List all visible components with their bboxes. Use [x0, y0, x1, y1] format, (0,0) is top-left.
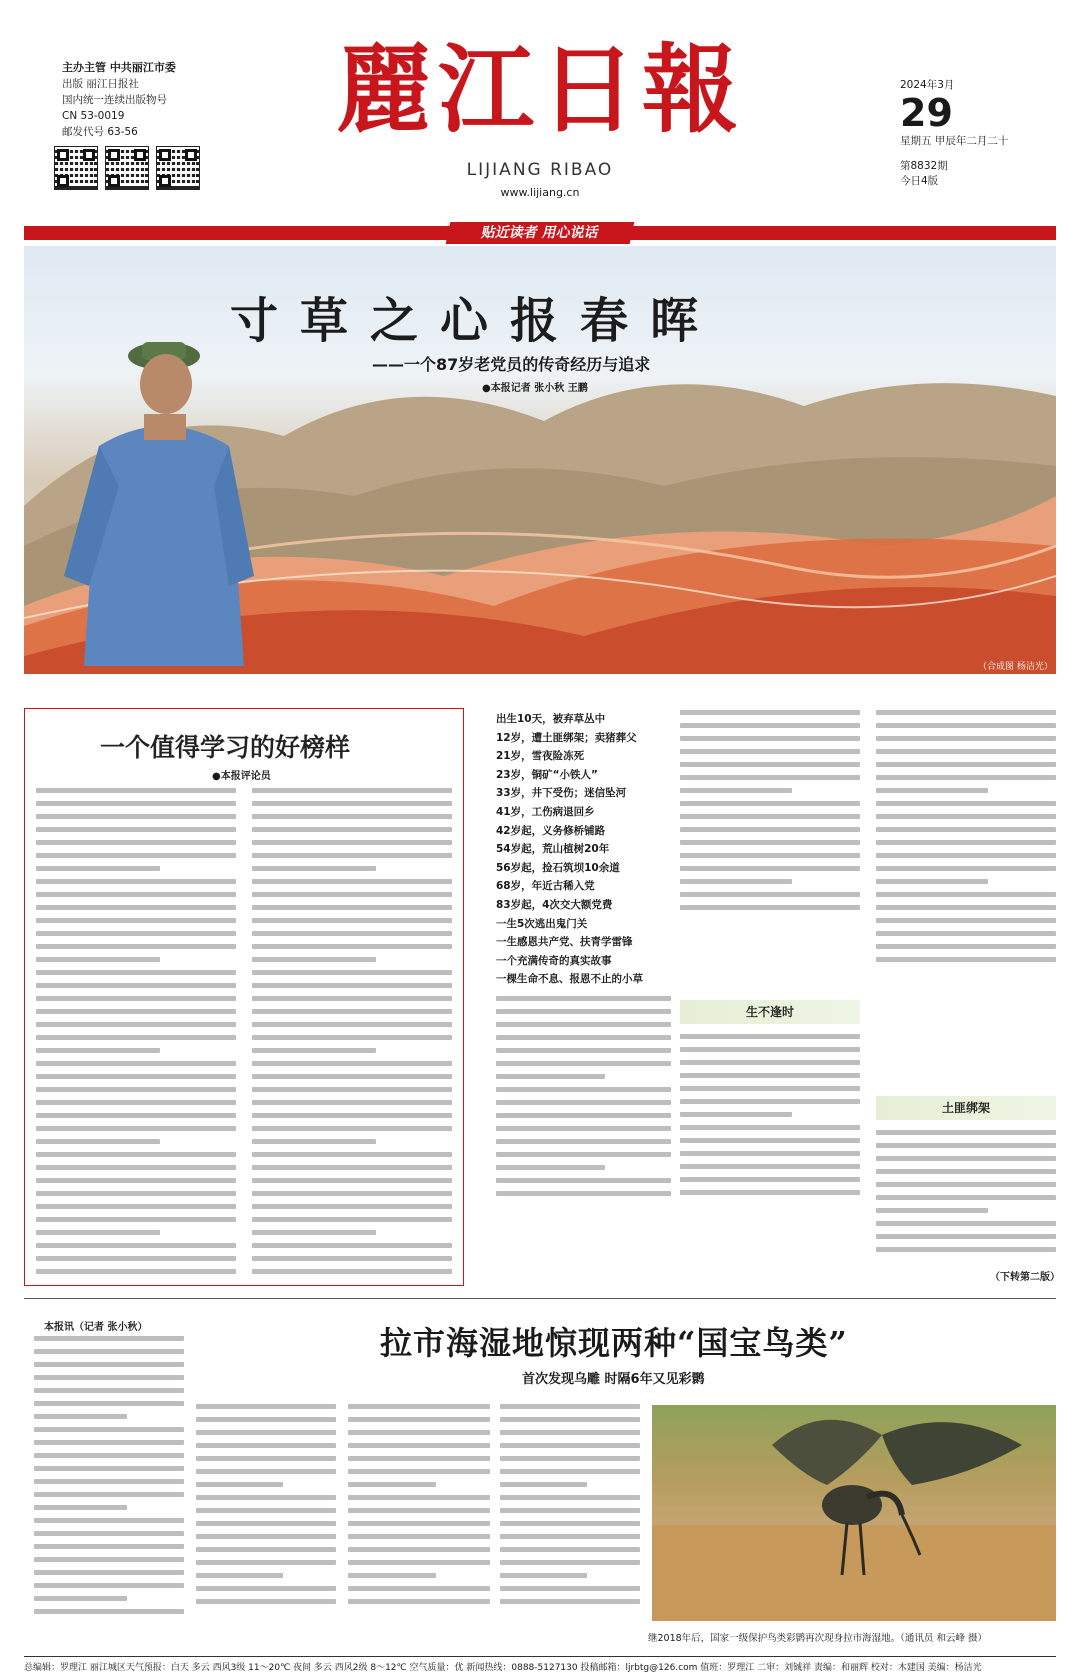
body-text-line — [496, 1022, 671, 1027]
qr-code-icon[interactable] — [54, 146, 98, 190]
body-text-line — [196, 1430, 336, 1435]
body-text-line — [496, 1191, 671, 1196]
body-text-line — [36, 1152, 236, 1157]
body-text-line — [500, 1560, 640, 1565]
body-text-line — [252, 840, 452, 845]
body-text-line — [196, 1521, 336, 1526]
body-text-line — [34, 1349, 184, 1354]
commentary-text-col2 — [252, 788, 452, 1282]
ibis-illustration — [652, 1405, 1056, 1621]
body-text-line — [252, 1035, 452, 1040]
body-text-line — [252, 801, 452, 806]
body-text-line — [500, 1430, 640, 1435]
body-text-line — [196, 1586, 336, 1591]
body-text-line — [496, 1009, 671, 1014]
body-text-line — [34, 1505, 127, 1510]
body-text-line — [252, 892, 452, 897]
day-number: 29 — [900, 91, 953, 135]
weekday-lunar: 星期五 甲辰年二月二十 — [900, 135, 1009, 147]
qr-code-icon[interactable] — [156, 146, 200, 190]
body-text-line — [36, 788, 236, 793]
body-text-line — [252, 1178, 452, 1183]
body-text-line — [348, 1443, 490, 1448]
body-text-line — [496, 1074, 605, 1079]
body-text-line — [196, 1469, 336, 1474]
timeline-item: 12岁，遭土匪绑架；卖猪葬父 — [496, 731, 637, 744]
body-text-line — [876, 736, 1056, 741]
body-text-line — [36, 814, 236, 819]
body-text-line — [876, 957, 1056, 962]
body-text-line — [680, 1047, 860, 1052]
date-block — [900, 78, 1008, 189]
body-text-line — [680, 892, 860, 897]
bottom-subheadline: 首次发现乌雕 时隔6年又见彩鹮 — [522, 1372, 705, 1387]
body-text-line — [252, 788, 452, 793]
body-text-line — [680, 866, 860, 871]
commentary-text-col1 — [36, 788, 236, 1282]
body-text-line — [36, 1100, 236, 1105]
commentary-byline: ●本报评论员 — [212, 771, 271, 782]
body-text-line — [196, 1495, 336, 1500]
body-text-line — [36, 1243, 236, 1248]
body-text-line — [34, 1570, 184, 1575]
main-text-col2 — [680, 710, 860, 918]
bottom-headline[interactable]: 拉市海湿地惊现两种“国宝鸟类” — [380, 1324, 848, 1362]
body-text-line — [876, 1143, 1056, 1148]
body-text-line — [496, 1139, 671, 1144]
issue-number: 第8832期 — [900, 160, 948, 172]
bird-photo — [652, 1405, 1056, 1621]
body-text-line — [252, 918, 452, 923]
body-text-line — [496, 1165, 605, 1170]
body-text-line — [680, 840, 860, 845]
body-text-line — [196, 1534, 336, 1539]
body-text-line — [496, 1048, 671, 1053]
body-text-line — [500, 1599, 640, 1604]
body-text-line — [252, 1061, 452, 1066]
body-text-line — [252, 814, 452, 819]
body-text-line — [36, 1204, 236, 1209]
body-text-line — [348, 1586, 490, 1591]
body-text-line — [252, 1230, 376, 1235]
body-text-line — [36, 957, 160, 962]
body-text-line — [36, 1087, 236, 1092]
body-text-line — [36, 970, 236, 975]
body-text-line — [36, 1256, 236, 1261]
body-text-line — [500, 1443, 640, 1448]
body-text-line — [876, 1195, 1056, 1200]
body-text-line — [34, 1518, 184, 1523]
body-text-line — [496, 1061, 671, 1066]
year-month: 2024年3月 — [900, 79, 955, 91]
body-text-line — [196, 1599, 336, 1604]
body-text-line — [500, 1495, 640, 1500]
body-text-line — [196, 1417, 336, 1422]
timeline-item: 56岁起，捡石筑坝10余道 — [496, 861, 620, 874]
body-text-line — [34, 1362, 184, 1367]
body-text-line — [500, 1482, 587, 1487]
body-text-line — [348, 1599, 490, 1604]
body-text-line — [348, 1521, 490, 1526]
website-url[interactable]: www.lijiang.cn — [500, 186, 580, 199]
body-text-line — [252, 957, 376, 962]
body-text-line — [36, 1269, 236, 1274]
body-text-line — [196, 1547, 336, 1552]
body-text-line — [252, 879, 452, 884]
body-text-line — [34, 1583, 184, 1588]
body-text-line — [348, 1404, 490, 1409]
body-text-line — [348, 1482, 436, 1487]
body-text-line — [36, 840, 236, 845]
bottom-text-col2 — [196, 1404, 336, 1612]
body-text-line — [876, 1169, 1056, 1174]
body-text-line — [876, 1208, 988, 1213]
body-text-line — [34, 1388, 184, 1393]
body-text-line — [34, 1596, 127, 1601]
body-text-line — [876, 1156, 1056, 1161]
main-text-col3 — [876, 710, 1056, 970]
body-text-line — [680, 1164, 860, 1169]
publication-info — [62, 60, 176, 140]
body-text-line — [348, 1456, 490, 1461]
timeline-item: 33岁，井下受伤；迷信坠河 — [496, 787, 627, 800]
timeline-item: 一棵生命不息、报恩不止的小草 — [496, 973, 643, 986]
body-text-line — [876, 931, 1056, 936]
body-text-line — [876, 944, 1056, 949]
body-text-line — [36, 1035, 236, 1040]
timeline-item: 68岁，年近古稀入党 — [496, 880, 595, 893]
body-text-line — [252, 931, 452, 936]
body-text-line — [36, 918, 236, 923]
body-text-line — [34, 1466, 184, 1471]
body-text-line — [36, 931, 236, 936]
cn-label: 国内统一连续出版物号 — [62, 94, 167, 106]
postal-code: 邮发代号 63-56 — [62, 126, 138, 138]
main-text-col2b — [680, 1034, 860, 1203]
body-text-line — [252, 1022, 452, 1027]
body-text-line — [680, 1151, 860, 1156]
section-divider — [24, 1298, 1056, 1299]
timeline-item: 42岁起，义务修桥铺路 — [496, 824, 606, 837]
timeline-item: 出生10天，被弃草丛中 — [496, 713, 606, 725]
body-text-line — [252, 1009, 452, 1014]
timeline-item: 23岁，铜矿“小铁人” — [496, 768, 598, 781]
hero-byline: ●本报记者 张小秋 王鹏 — [482, 383, 588, 394]
continued-note[interactable]: （下转第二版） — [990, 1272, 1060, 1283]
body-text-line — [876, 1182, 1056, 1187]
body-text-line — [36, 1048, 160, 1053]
body-text-line — [496, 996, 671, 1001]
bird-photo-caption: 继2018年后，国家一级保护鸟类彩鹮再次现身拉市海湿地。（通讯员 和云峰 摄） — [648, 1633, 987, 1644]
portrait-figure — [64, 342, 254, 666]
body-text-line — [34, 1453, 184, 1458]
body-text-line — [252, 983, 452, 988]
body-text-line — [876, 775, 1056, 780]
body-text-line — [34, 1609, 184, 1614]
body-text-line — [680, 1112, 792, 1117]
body-text-line — [500, 1521, 640, 1526]
body-text-line — [496, 1113, 671, 1118]
body-text-line — [680, 827, 860, 832]
body-text-line — [36, 879, 236, 884]
body-text-line — [680, 1125, 860, 1130]
body-text-line — [680, 1034, 860, 1039]
body-text-line — [252, 866, 376, 871]
body-text-line — [876, 879, 988, 884]
body-text-line — [252, 1256, 452, 1261]
body-text-line — [680, 814, 860, 819]
body-text-line — [876, 723, 1056, 728]
cn-number: CN 53-0019 — [62, 110, 125, 122]
body-text-line — [348, 1469, 490, 1474]
body-text-line — [34, 1414, 127, 1419]
body-text-line — [196, 1404, 336, 1409]
body-text-line — [34, 1531, 184, 1536]
body-text-line — [252, 1152, 452, 1157]
body-text-line — [34, 1375, 184, 1380]
commentary-title[interactable]: 一个值得学习的好榜样 — [100, 733, 351, 762]
publisher: 出版 丽江日报社 — [62, 78, 139, 90]
main-text-col1 — [496, 996, 671, 1204]
body-text-line — [680, 1177, 860, 1182]
body-text-line — [196, 1443, 336, 1448]
body-text-line — [680, 788, 792, 793]
timeline-item: 83岁起，4次交大额党费 — [496, 898, 613, 911]
qr-code-icon[interactable] — [105, 146, 149, 190]
body-text-line — [252, 853, 452, 858]
body-text-line — [680, 905, 860, 910]
body-text-line — [196, 1573, 283, 1578]
body-text-line — [36, 1113, 236, 1118]
body-text-line — [34, 1440, 184, 1445]
body-text-line — [680, 879, 792, 884]
body-text-line — [680, 736, 860, 741]
body-text-line — [680, 762, 860, 767]
body-text-line — [34, 1401, 184, 1406]
body-text-line — [36, 1126, 236, 1131]
body-text-line — [876, 1234, 1056, 1239]
body-text-line — [36, 1022, 236, 1027]
main-headline[interactable]: 寸草之心报春晖 — [230, 293, 721, 349]
bottom-lead: 本报讯（记者 张小秋） — [44, 1322, 148, 1333]
body-text-line — [680, 749, 860, 754]
body-text-line — [680, 775, 860, 780]
body-text-line — [348, 1547, 490, 1552]
body-text-line — [680, 1073, 860, 1078]
body-text-line — [36, 1009, 236, 1014]
body-text-line — [252, 996, 452, 1001]
body-text-line — [876, 814, 1056, 819]
body-text-line — [36, 801, 236, 806]
body-text-line — [496, 1152, 671, 1157]
body-text-line — [876, 1247, 1056, 1252]
body-text-line — [252, 1087, 452, 1092]
timeline-list — [496, 710, 671, 989]
bottom-text-col3 — [348, 1404, 490, 1612]
body-text-line — [36, 853, 236, 858]
body-text-line — [500, 1404, 640, 1409]
body-text-line — [196, 1508, 336, 1513]
body-text-line — [36, 905, 236, 910]
body-text-line — [876, 788, 988, 793]
body-text-line — [496, 1100, 671, 1105]
body-text-line — [680, 801, 860, 806]
body-text-line — [496, 1035, 671, 1040]
body-text-line — [500, 1534, 640, 1539]
body-text-line — [348, 1560, 490, 1565]
body-text-line — [252, 1113, 452, 1118]
body-text-line — [876, 905, 1056, 910]
body-text-line — [252, 1126, 452, 1131]
timeline-item: 一生5次逃出鬼门关 — [496, 917, 588, 930]
body-text-line — [876, 853, 1056, 858]
body-text-line — [36, 1178, 236, 1183]
body-text-line — [500, 1469, 640, 1474]
body-text-line — [252, 1074, 452, 1079]
body-text-line — [252, 1269, 452, 1274]
bottom-text-col4 — [500, 1404, 640, 1612]
body-text-line — [876, 1221, 1056, 1226]
body-text-line — [876, 762, 1056, 767]
body-text-line — [36, 1139, 160, 1144]
body-text-line — [680, 1190, 860, 1195]
body-text-line — [680, 1099, 860, 1104]
body-text-line — [252, 905, 452, 910]
body-text-line — [34, 1557, 184, 1562]
body-text-line — [348, 1417, 490, 1422]
body-text-line — [876, 892, 1056, 897]
main-text-col3b — [876, 1130, 1056, 1260]
page-count: 今日4版 — [900, 175, 939, 187]
body-text-line — [348, 1430, 490, 1435]
main-subheadline: ——一个87岁老党员的传奇经历与追求 — [372, 355, 651, 374]
body-text-line — [252, 1204, 452, 1209]
bottom-text-col1 — [34, 1336, 184, 1622]
body-text-line — [34, 1492, 184, 1497]
body-text-line — [680, 723, 860, 728]
body-text-line — [196, 1482, 283, 1487]
body-text-line — [36, 1074, 236, 1079]
body-text-line — [876, 749, 1056, 754]
body-text-line — [252, 1217, 452, 1222]
body-text-line — [680, 1138, 860, 1143]
body-text-line — [36, 827, 236, 832]
body-text-line — [36, 1061, 236, 1066]
timeline-item: 21岁，雪夜险冻死 — [496, 750, 585, 763]
body-text-line — [680, 1086, 860, 1091]
body-text-line — [348, 1508, 490, 1513]
sponsor: 主办主管 中共丽江市委 — [62, 61, 176, 74]
body-text-line — [876, 801, 1056, 806]
body-text-line — [36, 996, 236, 1001]
body-text-line — [36, 1217, 236, 1222]
body-text-line — [36, 983, 236, 988]
body-text-line — [252, 1139, 376, 1144]
body-text-line — [500, 1456, 640, 1461]
body-text-line — [876, 918, 1056, 923]
body-text-line — [252, 1191, 452, 1196]
slogan: 贴近读者 用心说话 — [446, 222, 635, 244]
body-text-line — [34, 1336, 184, 1341]
timeline-item: 一生感恩共产党、扶青学雷锋 — [496, 936, 633, 949]
body-text-line — [252, 1048, 376, 1053]
body-text-line — [876, 1130, 1056, 1135]
body-text-line — [496, 1087, 671, 1092]
body-text-line — [876, 840, 1056, 845]
body-text-line — [500, 1547, 640, 1552]
body-text-line — [36, 944, 236, 949]
body-text-line — [876, 866, 1056, 871]
body-text-line — [36, 1230, 160, 1235]
newspaper-logo: 麗江日報 — [336, 33, 744, 146]
hero-caption: （合成图 杨洁光） — [978, 662, 1053, 672]
body-text-line — [252, 944, 452, 949]
body-text-line — [252, 1165, 452, 1170]
subheading-sheng-bu-feng-shi: 生不逢时 — [680, 1000, 860, 1024]
body-text-line — [496, 1178, 671, 1183]
logo-pinyin: LIJIANG RIBAO — [466, 160, 614, 180]
qr-codes — [54, 146, 200, 190]
body-text-line — [680, 853, 860, 858]
body-text-line — [36, 866, 160, 871]
body-text-line — [252, 970, 452, 975]
body-text-line — [36, 892, 236, 897]
body-text-line — [680, 710, 860, 715]
body-text-line — [876, 710, 1056, 715]
body-text-line — [348, 1495, 490, 1500]
body-text-line — [196, 1456, 336, 1461]
body-text-line — [34, 1544, 184, 1549]
body-text-line — [500, 1508, 640, 1513]
body-text-line — [252, 827, 452, 832]
body-text-line — [496, 1126, 671, 1131]
body-text-line — [34, 1479, 184, 1484]
body-text-line — [500, 1417, 640, 1422]
body-text-line — [500, 1573, 587, 1578]
body-text-line — [500, 1586, 640, 1591]
body-text-line — [36, 1165, 236, 1170]
body-text-line — [196, 1560, 336, 1565]
body-text-line — [348, 1573, 436, 1578]
body-text-line — [680, 1060, 860, 1065]
body-text-line — [252, 1100, 452, 1105]
timeline-item: 54岁起，荒山植树20年 — [496, 843, 610, 856]
footer-info: 总编辑：罗理江 丽江城区天气预报：白天 多云 西风3级 11～20℃ 夜间 多云 西风2级 8～12℃ 空气质量：优 新闻热线：0888-5127130 投稿邮箱：ljrbtg@126.com 值班：罗理江 二审：刘铖祥 责编：和丽辉 校对：木建国 美编：杨洁光 — [24, 1656, 1056, 1673]
timeline-item: 一个充满传奇的真实故事 — [496, 954, 612, 967]
body-text-line — [34, 1427, 184, 1432]
body-text-line — [348, 1534, 490, 1539]
body-text-line — [252, 1243, 452, 1248]
body-text-line — [876, 827, 1056, 832]
timeline-item: 41岁，工伤病退回乡 — [496, 805, 595, 818]
subheading-tu-fei-bang-jia: 土匪绑架 — [876, 1096, 1056, 1120]
body-text-line — [36, 1191, 236, 1196]
